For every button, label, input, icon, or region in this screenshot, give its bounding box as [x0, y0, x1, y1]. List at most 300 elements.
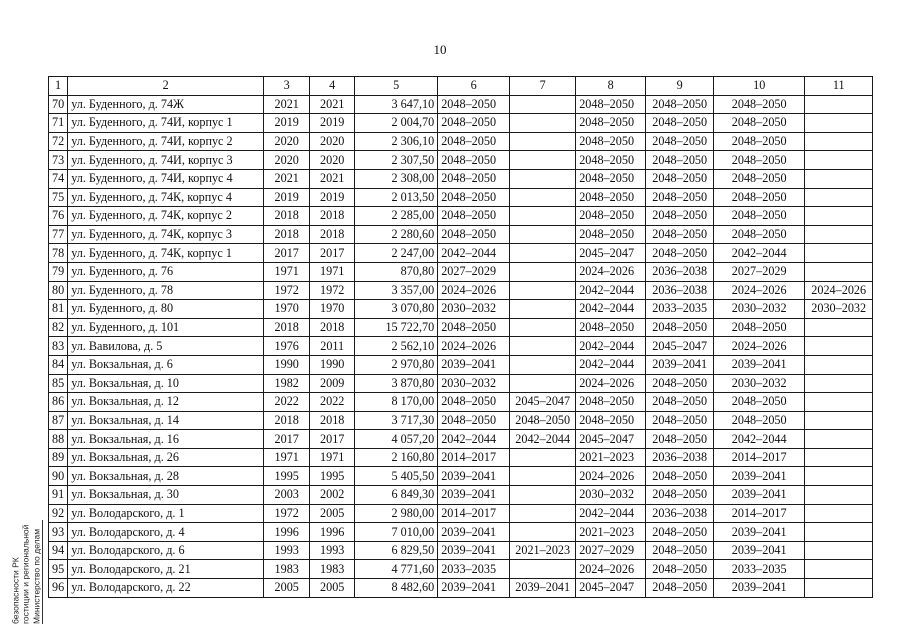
year-built-cell: 2018	[264, 318, 310, 337]
year-built-cell: 1970	[264, 300, 310, 319]
address-cell: ул. Буденного, д. 74И, корпус 2	[68, 132, 264, 151]
period-col6-cell: 2048–2050	[438, 169, 510, 188]
row-number: 72	[49, 132, 68, 151]
period-col8-cell: 2024–2026	[576, 374, 646, 393]
year-built-cell: 2019	[264, 114, 310, 133]
period-col11-cell	[805, 225, 873, 244]
period-col9-cell: 2048–2050	[646, 169, 714, 188]
year-built-cell: 1982	[264, 374, 310, 393]
period-col7-cell	[510, 151, 576, 170]
address-cell: ул. Буденного, д. 78	[68, 281, 264, 300]
year-commissioned-cell: 2018	[310, 225, 355, 244]
period-col10-cell: 2042–2044	[714, 430, 805, 449]
address-cell: ул. Володарского, д. 6	[68, 541, 264, 560]
period-col11-cell	[805, 393, 873, 412]
period-col10-cell: 2024–2026	[714, 337, 805, 356]
stamp-line: безопасности РК	[10, 557, 21, 624]
period-col10-cell: 2014–2017	[714, 448, 805, 467]
area-cell: 2 308,00	[355, 169, 438, 188]
period-col10-cell: 2048–2050	[714, 411, 805, 430]
period-col7-cell	[510, 225, 576, 244]
period-col7-cell	[510, 244, 576, 263]
column-header: 2	[68, 77, 264, 96]
data-table	[48, 76, 873, 598]
period-col8-cell: 2042–2044	[576, 300, 646, 319]
area-cell: 870,80	[355, 262, 438, 281]
address-cell: ул. Вавилова, д. 5	[68, 337, 264, 356]
stamp-text	[4, 520, 42, 624]
period-col11-cell	[805, 355, 873, 374]
period-col11-cell	[805, 188, 873, 207]
period-col10-cell: 2048–2050	[714, 225, 805, 244]
period-col9-cell: 2036–2038	[646, 448, 714, 467]
period-col7-cell: 2042–2044	[510, 430, 576, 449]
period-col7-cell	[510, 448, 576, 467]
address-cell: ул. Буденного, д. 76	[68, 262, 264, 281]
period-col11-cell	[805, 318, 873, 337]
address-cell: ул. Вокзальная, д. 26	[68, 448, 264, 467]
year-commissioned-cell: 2019	[310, 188, 355, 207]
row-number: 96	[49, 579, 68, 598]
area-cell: 3 647,10	[355, 95, 438, 114]
period-col7-cell	[510, 207, 576, 226]
area-cell: 2 247,00	[355, 244, 438, 263]
year-built-cell: 2021	[264, 95, 310, 114]
period-col6-cell: 2048–2050	[438, 411, 510, 430]
period-col6-cell: 2048–2050	[438, 225, 510, 244]
address-cell: ул. Буденного, д. 74Ж	[68, 95, 264, 114]
address-cell: ул. Буденного, д. 74К, корпус 1	[68, 244, 264, 263]
period-col7-cell	[510, 114, 576, 133]
period-col8-cell: 2048–2050	[576, 132, 646, 151]
period-col9-cell: 2048–2050	[646, 114, 714, 133]
period-col11-cell	[805, 207, 873, 226]
period-col11-cell	[805, 504, 873, 523]
row-number: 73	[49, 151, 68, 170]
column-header: 11	[805, 77, 873, 96]
period-col7-cell	[510, 132, 576, 151]
table-row	[49, 579, 873, 598]
year-commissioned-cell: 2020	[310, 132, 355, 151]
period-col9-cell: 2048–2050	[646, 225, 714, 244]
year-commissioned-cell: 1993	[310, 541, 355, 560]
area-cell: 2 980,00	[355, 504, 438, 523]
period-col9-cell: 2048–2050	[646, 411, 714, 430]
period-col10-cell: 2048–2050	[714, 169, 805, 188]
period-col6-cell: 2048–2050	[438, 207, 510, 226]
period-col10-cell: 2039–2041	[714, 486, 805, 505]
table-row	[49, 374, 873, 393]
area-cell: 3 717,30	[355, 411, 438, 430]
area-cell: 6 829,50	[355, 541, 438, 560]
year-built-cell: 2019	[264, 188, 310, 207]
period-col9-cell: 2048–2050	[646, 430, 714, 449]
period-col10-cell: 2027–2029	[714, 262, 805, 281]
year-built-cell: 1990	[264, 355, 310, 374]
row-number: 77	[49, 225, 68, 244]
table-row	[49, 300, 873, 319]
area-cell: 2 562,10	[355, 337, 438, 356]
area-cell: 2 970,80	[355, 355, 438, 374]
period-col9-cell: 2036–2038	[646, 262, 714, 281]
period-col10-cell: 2030–2032	[714, 300, 805, 319]
area-cell: 2 160,80	[355, 448, 438, 467]
period-col6-cell: 2030–2032	[438, 300, 510, 319]
area-cell: 2 280,60	[355, 225, 438, 244]
year-built-cell: 1971	[264, 448, 310, 467]
period-col8-cell: 2048–2050	[576, 318, 646, 337]
period-col10-cell: 2030–2032	[714, 374, 805, 393]
period-col6-cell: 2027–2029	[438, 262, 510, 281]
address-cell: ул. Вокзальная, д. 28	[68, 467, 264, 486]
year-built-cell: 2020	[264, 151, 310, 170]
row-number: 75	[49, 188, 68, 207]
stamp-line: Министерство по делам	[31, 528, 42, 624]
year-built-cell: 2003	[264, 486, 310, 505]
period-col8-cell: 2030–2032	[576, 486, 646, 505]
year-built-cell: 1972	[264, 281, 310, 300]
table-body	[49, 95, 873, 597]
period-col11-cell	[805, 337, 873, 356]
period-col8-cell: 2048–2050	[576, 411, 646, 430]
year-commissioned-cell: 2002	[310, 486, 355, 505]
address-cell: ул. Володарского, д. 4	[68, 523, 264, 542]
period-col11-cell	[805, 560, 873, 579]
period-col7-cell	[510, 281, 576, 300]
period-col9-cell: 2048–2050	[646, 132, 714, 151]
table-row	[49, 188, 873, 207]
period-col7-cell	[510, 188, 576, 207]
period-col8-cell: 2045–2047	[576, 430, 646, 449]
stamp-line: гостиции и региональной	[21, 524, 31, 624]
period-col11-cell: 2024–2026	[805, 281, 873, 300]
period-col6-cell: 2039–2041	[438, 523, 510, 542]
year-commissioned-cell: 1995	[310, 467, 355, 486]
period-col6-cell: 2042–2044	[438, 244, 510, 263]
row-number: 92	[49, 504, 68, 523]
period-col7-cell	[510, 374, 576, 393]
period-col10-cell: 2048–2050	[714, 393, 805, 412]
year-commissioned-cell: 1971	[310, 262, 355, 281]
period-col11-cell	[805, 541, 873, 560]
column-header: 8	[576, 77, 646, 96]
area-cell: 5 405,50	[355, 467, 438, 486]
period-col6-cell: 2030–2032	[438, 374, 510, 393]
row-number: 76	[49, 207, 68, 226]
year-commissioned-cell: 2018	[310, 318, 355, 337]
year-commissioned-cell: 2011	[310, 337, 355, 356]
period-col8-cell: 2024–2026	[576, 560, 646, 579]
registration-stamp	[4, 520, 43, 624]
period-col11-cell	[805, 523, 873, 542]
period-col6-cell: 2039–2041	[438, 579, 510, 598]
row-number: 80	[49, 281, 68, 300]
table-row	[49, 393, 873, 412]
period-col8-cell: 2042–2044	[576, 281, 646, 300]
period-col8-cell: 2048–2050	[576, 169, 646, 188]
period-col10-cell: 2048–2050	[714, 95, 805, 114]
table-row	[49, 355, 873, 374]
column-header: 7	[510, 77, 576, 96]
area-cell: 4 771,60	[355, 560, 438, 579]
period-col9-cell: 2048–2050	[646, 151, 714, 170]
period-col9-cell: 2036–2038	[646, 281, 714, 300]
address-cell: ул. Буденного, д. 74И, корпус 4	[68, 169, 264, 188]
period-col6-cell: 2042–2044	[438, 430, 510, 449]
period-col10-cell: 2048–2050	[714, 207, 805, 226]
period-col8-cell: 2042–2044	[576, 504, 646, 523]
period-col9-cell: 2036–2038	[646, 504, 714, 523]
year-commissioned-cell: 1970	[310, 300, 355, 319]
address-cell: ул. Буденного, д. 74И, корпус 3	[68, 151, 264, 170]
period-col9-cell: 2048–2050	[646, 393, 714, 412]
period-col11-cell	[805, 151, 873, 170]
year-built-cell: 2018	[264, 411, 310, 430]
period-col7-cell: 2045–2047	[510, 393, 576, 412]
row-number: 94	[49, 541, 68, 560]
period-col10-cell: 2048–2050	[714, 151, 805, 170]
period-col9-cell: 2048–2050	[646, 541, 714, 560]
area-cell: 2 285,00	[355, 207, 438, 226]
period-col11-cell	[805, 448, 873, 467]
year-commissioned-cell: 2009	[310, 374, 355, 393]
period-col7-cell	[510, 318, 576, 337]
year-built-cell: 1983	[264, 560, 310, 579]
area-cell: 6 849,30	[355, 486, 438, 505]
period-col10-cell: 2039–2041	[714, 467, 805, 486]
year-commissioned-cell: 2019	[310, 114, 355, 133]
address-cell: ул. Володарского, д. 1	[68, 504, 264, 523]
area-cell: 8 482,60	[355, 579, 438, 598]
year-commissioned-cell: 2005	[310, 579, 355, 598]
column-header: 1	[49, 77, 68, 96]
table-row	[49, 337, 873, 356]
period-col9-cell: 2048–2050	[646, 523, 714, 542]
address-cell: ул. Буденного, д. 74К, корпус 3	[68, 225, 264, 244]
period-col7-cell	[510, 300, 576, 319]
period-col8-cell: 2048–2050	[576, 207, 646, 226]
year-commissioned-cell: 2005	[310, 504, 355, 523]
year-commissioned-cell: 1972	[310, 281, 355, 300]
period-col9-cell: 2048–2050	[646, 579, 714, 598]
table-row	[49, 225, 873, 244]
year-built-cell: 2020	[264, 132, 310, 151]
period-col9-cell: 2045–2047	[646, 337, 714, 356]
period-col8-cell: 2021–2023	[576, 448, 646, 467]
area-cell: 7 010,00	[355, 523, 438, 542]
period-col8-cell: 2048–2050	[576, 225, 646, 244]
area-cell: 2 013,50	[355, 188, 438, 207]
row-number: 86	[49, 393, 68, 412]
year-commissioned-cell: 1990	[310, 355, 355, 374]
table-row	[49, 504, 873, 523]
year-built-cell: 1993	[264, 541, 310, 560]
table-row	[49, 411, 873, 430]
period-col8-cell: 2042–2044	[576, 355, 646, 374]
year-commissioned-cell: 2017	[310, 244, 355, 263]
table-row	[49, 244, 873, 263]
table-row	[49, 114, 873, 133]
period-col10-cell: 2039–2041	[714, 541, 805, 560]
period-col9-cell: 2048–2050	[646, 374, 714, 393]
period-col10-cell: 2033–2035	[714, 560, 805, 579]
period-col9-cell: 2048–2050	[646, 486, 714, 505]
period-col6-cell: 2048–2050	[438, 393, 510, 412]
address-cell: ул. Вокзальная, д. 30	[68, 486, 264, 505]
period-col6-cell: 2048–2050	[438, 95, 510, 114]
row-number: 93	[49, 523, 68, 542]
table-row	[49, 151, 873, 170]
row-number: 71	[49, 114, 68, 133]
period-col10-cell: 2048–2050	[714, 132, 805, 151]
area-cell: 2 307,50	[355, 151, 438, 170]
row-number: 85	[49, 374, 68, 393]
period-col6-cell: 2014–2017	[438, 448, 510, 467]
period-col7-cell: 2021–2023	[510, 541, 576, 560]
period-col10-cell: 2039–2041	[714, 355, 805, 374]
year-commissioned-cell: 2018	[310, 207, 355, 226]
address-cell: ул. Вокзальная, д. 16	[68, 430, 264, 449]
period-col11-cell	[805, 374, 873, 393]
period-col7-cell	[510, 262, 576, 281]
table-row	[49, 430, 873, 449]
area-cell: 3 357,00	[355, 281, 438, 300]
period-col6-cell: 2033–2035	[438, 560, 510, 579]
page-number: 10	[433, 42, 447, 57]
period-col8-cell: 2027–2029	[576, 541, 646, 560]
year-commissioned-cell: 1996	[310, 523, 355, 542]
table-row	[49, 448, 873, 467]
year-built-cell: 2018	[264, 207, 310, 226]
period-col7-cell	[510, 486, 576, 505]
table-row	[49, 262, 873, 281]
period-col8-cell: 2021–2023	[576, 523, 646, 542]
period-col11-cell	[805, 579, 873, 598]
address-cell: ул. Буденного, д. 74К, корпус 2	[68, 207, 264, 226]
row-number: 81	[49, 300, 68, 319]
period-col8-cell: 2048–2050	[576, 151, 646, 170]
period-col10-cell: 2024–2026	[714, 281, 805, 300]
area-cell: 3 870,80	[355, 374, 438, 393]
area-cell: 2 306,10	[355, 132, 438, 151]
column-header: 5	[355, 77, 438, 96]
period-col10-cell: 2042–2044	[714, 244, 805, 263]
period-col6-cell: 2048–2050	[438, 151, 510, 170]
period-col7-cell	[510, 560, 576, 579]
period-col11-cell	[805, 430, 873, 449]
table-row	[49, 523, 873, 542]
period-col7-cell	[510, 504, 576, 523]
year-commissioned-cell: 1971	[310, 448, 355, 467]
table-row	[49, 169, 873, 188]
year-built-cell: 2017	[264, 430, 310, 449]
period-col7-cell	[510, 523, 576, 542]
period-col10-cell: 2048–2050	[714, 114, 805, 133]
year-built-cell: 1972	[264, 504, 310, 523]
row-number: 90	[49, 467, 68, 486]
period-col11-cell	[805, 132, 873, 151]
column-header: 4	[310, 77, 355, 96]
table-row	[49, 207, 873, 226]
period-col8-cell: 2024–2026	[576, 467, 646, 486]
period-col11-cell	[805, 486, 873, 505]
column-header: 9	[646, 77, 714, 96]
period-col9-cell: 2048–2050	[646, 188, 714, 207]
row-number: 78	[49, 244, 68, 263]
period-col11-cell	[805, 114, 873, 133]
year-commissioned-cell: 2020	[310, 151, 355, 170]
year-built-cell: 2005	[264, 579, 310, 598]
period-col6-cell: 2048–2050	[438, 188, 510, 207]
address-cell: ул. Вокзальная, д. 12	[68, 393, 264, 412]
year-commissioned-cell: 2017	[310, 430, 355, 449]
address-cell: ул. Буденного, д. 80	[68, 300, 264, 319]
period-col7-cell	[510, 95, 576, 114]
period-col6-cell: 2048–2050	[438, 318, 510, 337]
year-commissioned-cell: 2022	[310, 393, 355, 412]
row-number: 91	[49, 486, 68, 505]
period-col7-cell: 2048–2050	[510, 411, 576, 430]
address-cell: ул. Вокзальная, д. 10	[68, 374, 264, 393]
year-commissioned-cell: 2018	[310, 411, 355, 430]
period-col8-cell: 2042–2044	[576, 337, 646, 356]
period-col9-cell: 2048–2050	[646, 95, 714, 114]
period-col10-cell: 2014–2017	[714, 504, 805, 523]
period-col7-cell	[510, 337, 576, 356]
column-header: 10	[714, 77, 805, 96]
period-col11-cell	[805, 169, 873, 188]
period-col8-cell: 2045–2047	[576, 579, 646, 598]
year-built-cell: 1976	[264, 337, 310, 356]
period-col6-cell: 2014–2017	[438, 504, 510, 523]
header-row	[49, 77, 873, 96]
period-col8-cell: 2045–2047	[576, 244, 646, 263]
table-row	[49, 95, 873, 114]
period-col8-cell: 2048–2050	[576, 114, 646, 133]
period-col6-cell: 2039–2041	[438, 467, 510, 486]
period-col11-cell	[805, 262, 873, 281]
column-header: 3	[264, 77, 310, 96]
period-col6-cell: 2048–2050	[438, 132, 510, 151]
period-col7-cell: 2039–2041	[510, 579, 576, 598]
address-cell: ул. Володарского, д. 22	[68, 579, 264, 598]
period-col6-cell: 2048–2050	[438, 114, 510, 133]
period-col11-cell	[805, 95, 873, 114]
period-col10-cell: 2039–2041	[714, 579, 805, 598]
year-built-cell: 2021	[264, 169, 310, 188]
period-col9-cell: 2048–2050	[646, 318, 714, 337]
address-cell: ул. Вокзальная, д. 14	[68, 411, 264, 430]
period-col8-cell: 2048–2050	[576, 95, 646, 114]
period-col9-cell: 2048–2050	[646, 207, 714, 226]
area-cell: 3 070,80	[355, 300, 438, 319]
year-built-cell: 2022	[264, 393, 310, 412]
area-cell: 4 057,20	[355, 430, 438, 449]
table-row	[49, 132, 873, 151]
row-number: 83	[49, 337, 68, 356]
period-col6-cell: 2024–2026	[438, 281, 510, 300]
table-row	[49, 318, 873, 337]
column-header: 6	[438, 77, 510, 96]
row-number: 84	[49, 355, 68, 374]
area-cell: 2 004,70	[355, 114, 438, 133]
year-built-cell: 1996	[264, 523, 310, 542]
year-commissioned-cell: 2021	[310, 169, 355, 188]
table-row	[49, 560, 873, 579]
period-col8-cell: 2024–2026	[576, 262, 646, 281]
row-number: 79	[49, 262, 68, 281]
period-col10-cell: 2048–2050	[714, 318, 805, 337]
